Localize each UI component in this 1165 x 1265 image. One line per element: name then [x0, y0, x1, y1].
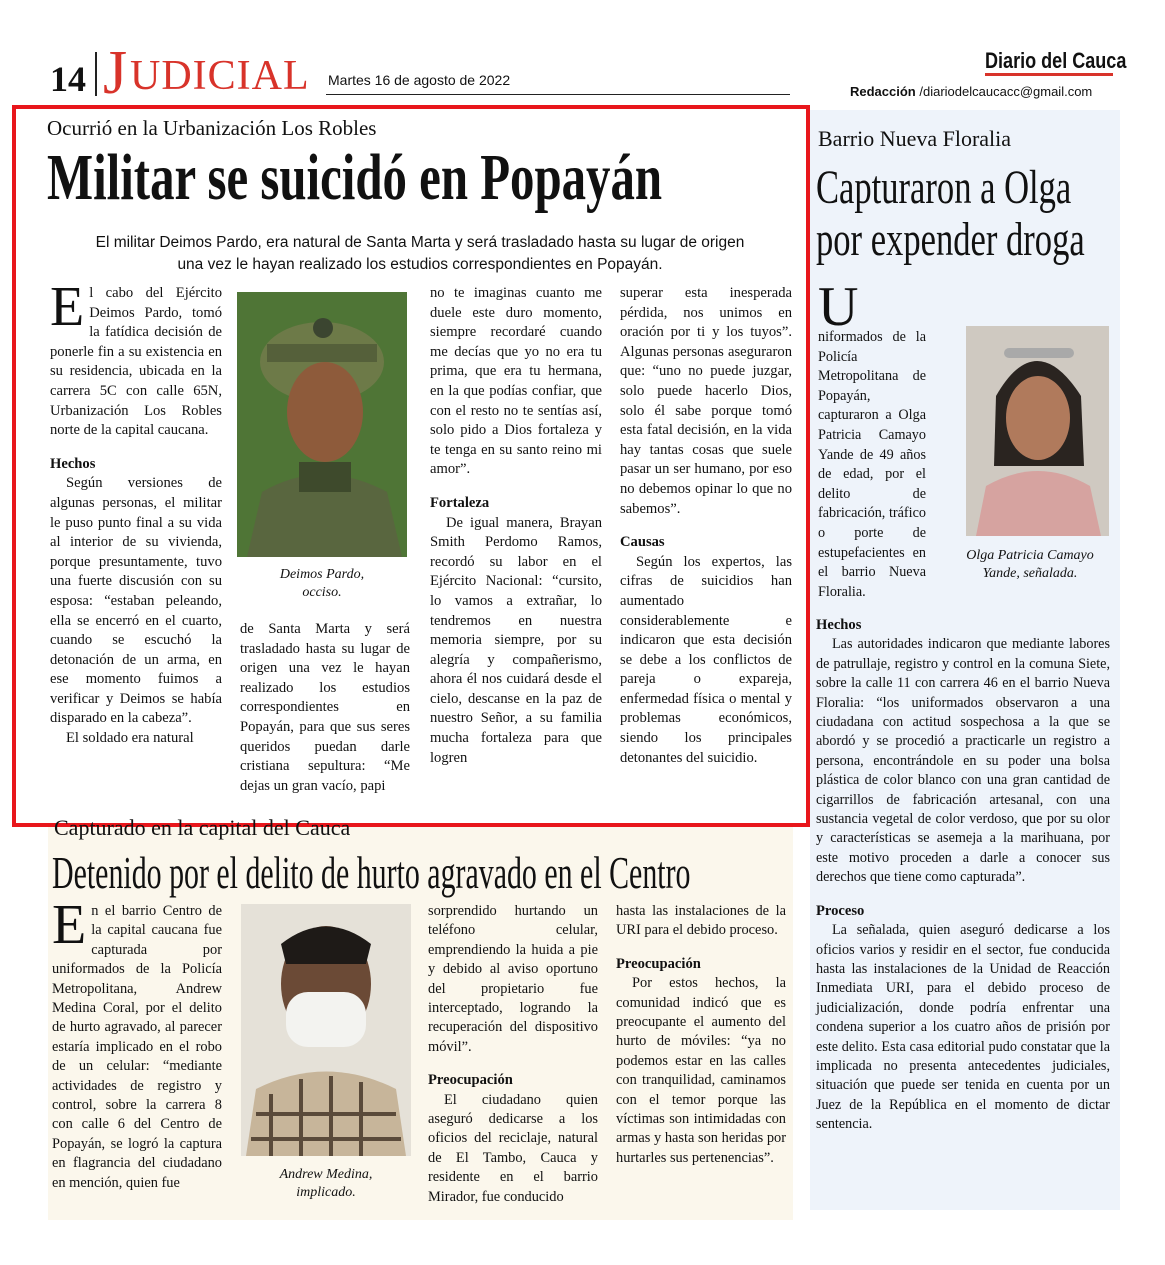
main-paragraph-3: El soldado era natural — [66, 730, 194, 747]
soldier-caption-line2: occiso. — [302, 585, 342, 600]
soldier-caption-line1: Deimos Pardo, — [279, 567, 365, 582]
side-col-intro — [818, 276, 926, 602]
bottom-subhead-preocupacion-2: Preocupación — [616, 955, 701, 972]
bottom-paragraph-3: El ciudadano quien aseguró dedicarse a los oficios del reciclaje, natural de El Tambo, Cauca y residente en el barrio Mirador, fue conducido — [428, 1091, 598, 1205]
side-headline-line2: por expender droga — [816, 213, 1085, 266]
main-paragraph-1: l cabo del Ejército Deimos Pardo, tomó la fatídica decisión de ponerle fin a su existencia en su residencia, ubicada en la carrera 5C con calle 65N, Urbanización Los Robles norte de la capital caucana. — [50, 285, 222, 439]
page-number: 14 — [50, 59, 86, 99]
bottom-kicker: Capturado en la capital del Cauca — [54, 815, 351, 840]
header-date: Martes 16 de agosto de 2022 — [328, 72, 511, 88]
bottom-paragraph-2: sorprendido hurtando un teléfono celular, emprendiendo la huida a pie y debido al aviso oportuno del propietario fue interceptado, logrando la recuperación del dispositivo móvil”. — [428, 903, 598, 1055]
side-dropcap: U — [818, 276, 859, 338]
section-title: UDICIAL — [130, 53, 310, 99]
section-initial: J — [103, 39, 128, 107]
photo-woman — [966, 326, 1109, 536]
man-caption-line2: implicado. — [296, 1185, 356, 1200]
bottom-paragraph-4: hasta las instalaciones de la URI para el debido proceso. — [616, 903, 786, 939]
redaccion-email: /diariodelcaucacc@gmail.com — [919, 84, 1093, 99]
side-paragraph-2: Las autoridades indicaron que mediante labores de patrullaje, registro y control en la comuna Siete, sobre la calle 11 con carrera 46 en el barrio Nueva Floralia: “los uniformados observaron a una ciudadana con actitud sospechosa a la que se abordó y se procedió a practicarle un registro a persona, encontrándole en su poder una bolsa plástica de color blanco con una gran cantidad de cigarrillos de fabricación artesanal, con una sustancia vegetal de color verdoso, que por su olor y características se asemeja a la marihuana, por este motivo proceden a darle a conocer sus derechos que tiene como capturada”. — [816, 636, 1110, 886]
header-rule — [326, 94, 790, 95]
main-deck-line2: una vez le hayan realizado los estudios correspondientes en Popayán. — [177, 256, 663, 273]
bottom-col-3 — [616, 902, 786, 1168]
side-subhead-proceso: Proceso — [816, 902, 865, 919]
woman-caption-line2: Yande, señalada. — [982, 566, 1078, 581]
man-caption-line1: Andrew Medina, — [279, 1167, 373, 1182]
side-headline-line1: Capturaron a Olga — [816, 161, 1072, 214]
main-headline: Militar se suicidó en Popayán — [47, 141, 663, 214]
main-paragraph-4: no te imaginas cuanto me duele este duro momento, siempre recordaré cuando me decías que yo no era tu prima, que era tu hermana, en la que podías confiar, que con el resto no te sentías así, solo pido a Dios fortaleza y te tenga en su santo reino mi amor”. — [430, 285, 602, 478]
main-paragraph-7: Según los expertos, las cifras de suicidios han aumentado considerablemente e indicaron que esta decisión se debe a los conflictos de pareja o expareja, enfermedad física o mental y problemas económicos, siendo los principales detonantes del suicidio. — [620, 553, 792, 766]
woman-illustration — [966, 326, 1109, 536]
woman-caption-line1: Olga Patricia Camayo — [966, 548, 1094, 563]
newspaper-underline — [985, 73, 1113, 76]
bottom-paragraph-5: Por estos hechos, la comunidad indicó que es preocupante el aumento del hurto de móviles: “ya no podemos estar en las calles con tranquilidad, caminamos con el temor porque las víctimas son intimidadas con armas y hasta son heridas por hurtarles sus pertenencias”. — [616, 975, 786, 1166]
bottom-paragraph-1: n el barrio Centro de la capital caucana fue capturada por uniformados de la Policía Metropolitana, Andrew Medina Coral, por el delito de hurto agravado, al parecer estaría implicado en el robo de un celular: “mediante actividades de registro y control, sobre la carrera 8 con calle 6 del Centro de Popayán, se logró la captura en flagrancia del ciudadano en mención, quien fue — [52, 903, 222, 1191]
main-paragraph-5: De igual manera, Brayan Smith Perdomo Ramos, recordó su labor en el Ejército Nacional: “cursito, lo vamos a extrañar, lo tendremos en nuestra memoria siempre, por su alegría y compañerismo, ahora él nos cuidará desde el cielo, descanse en la paz de nuestro Señor, a su familia mucha fortaleza para que logren — [430, 514, 602, 766]
bottom-headline: Detenido por el delito de hurto agravado en el Centro — [52, 847, 691, 898]
side-col-body — [816, 602, 1110, 1135]
main-subhead-fortaleza: Fortaleza — [430, 494, 490, 511]
side-kicker: Barrio Nueva Floralia — [818, 126, 1012, 151]
newspaper-name: Diario del Cauca — [985, 48, 1127, 73]
bottom-col-2 — [428, 902, 598, 1207]
side-subhead-hechos: Hechos — [816, 617, 862, 633]
header-divider — [95, 52, 97, 96]
main-subhead-causas: Causas — [620, 534, 665, 551]
photo-man — [241, 904, 411, 1156]
bottom-subhead-preocupacion: Preocupación — [428, 1072, 513, 1089]
main-subhead-hechos: Hechos — [50, 455, 96, 472]
main-paragraph-2: Según versiones de algunas personas, el militar le puso punto final a su vida al interior de su vivienda, porque presuntamente, tuvo una fuerte discusión con su esposa: “estaban peleando, ella se encerró en el cuarto, cuando se escuchó la detonación de un arma, en ese momento fuimos a verificar y Deimos se había disparado en la cabeza”. — [50, 475, 222, 727]
bottom-dropcap: E — [52, 894, 87, 956]
redaccion-line — [850, 84, 1092, 99]
side-paragraph-1: niformados de la Policía Metropolitana de Popayán, capturaron a Olga Patricia Camayo Yande de 49 años de edad, por el delito de fabricación, tráfico o porte de estupefacientes en el barrio Nueva Floralia. — [818, 329, 926, 600]
redaccion-label: Redacción — [850, 84, 916, 99]
woman-caption — [944, 547, 1116, 583]
man-illustration — [241, 904, 411, 1156]
bottom-col-1 — [52, 894, 222, 1193]
highlight-box — [12, 105, 810, 827]
main-kicker: Ocurrió en la Urbanización Los Robles — [47, 116, 377, 140]
side-paragraph-3: La señalada, quien aseguró dedicarse a los oficios varios y residir en el sector, fue conducida hasta las instalaciones de la Unidad de Reacción Inmediata URI, para el debido proceso de judicialización, donde podría enfrentar una condena superior a los cuatro años de prisión por este delito. Esta casa editorial pudo constatar que la implicada no presenta antecedentes judiciales, situación que puede ser tenida en cuenta por un Juez de la República en el momento de dictar sentencia. — [816, 922, 1110, 1133]
man-caption — [241, 1166, 411, 1202]
main-paragraph-6: superar esta inesperada pérdida, nos unimos en oración por ti y los tuyos”. Algunas personas aseguraron que: “uno no puede juzgar, solo puede hacerlo Dios, solo él sabe porque tomó esta fatal decisión, en la vida hay tantas cosas que suele pasar un ser humano, por eso no debemos opinar lo que no sabemos”. — [620, 285, 792, 517]
main-paragraph-3b: de Santa Marta y será trasladado hasta su lugar de origen una vez le hayan realizado los estudios correspondientes en Popayán, para que sus seres queridos puedan darle cristiana sepultura: “Me dejas un gran vacío, papi — [240, 621, 410, 794]
main-dropcap: E — [50, 276, 85, 338]
main-deck-line1: El militar Deimos Pardo, era natural de Santa Marta y será trasladado hasta su lugar de origen — [95, 234, 745, 251]
